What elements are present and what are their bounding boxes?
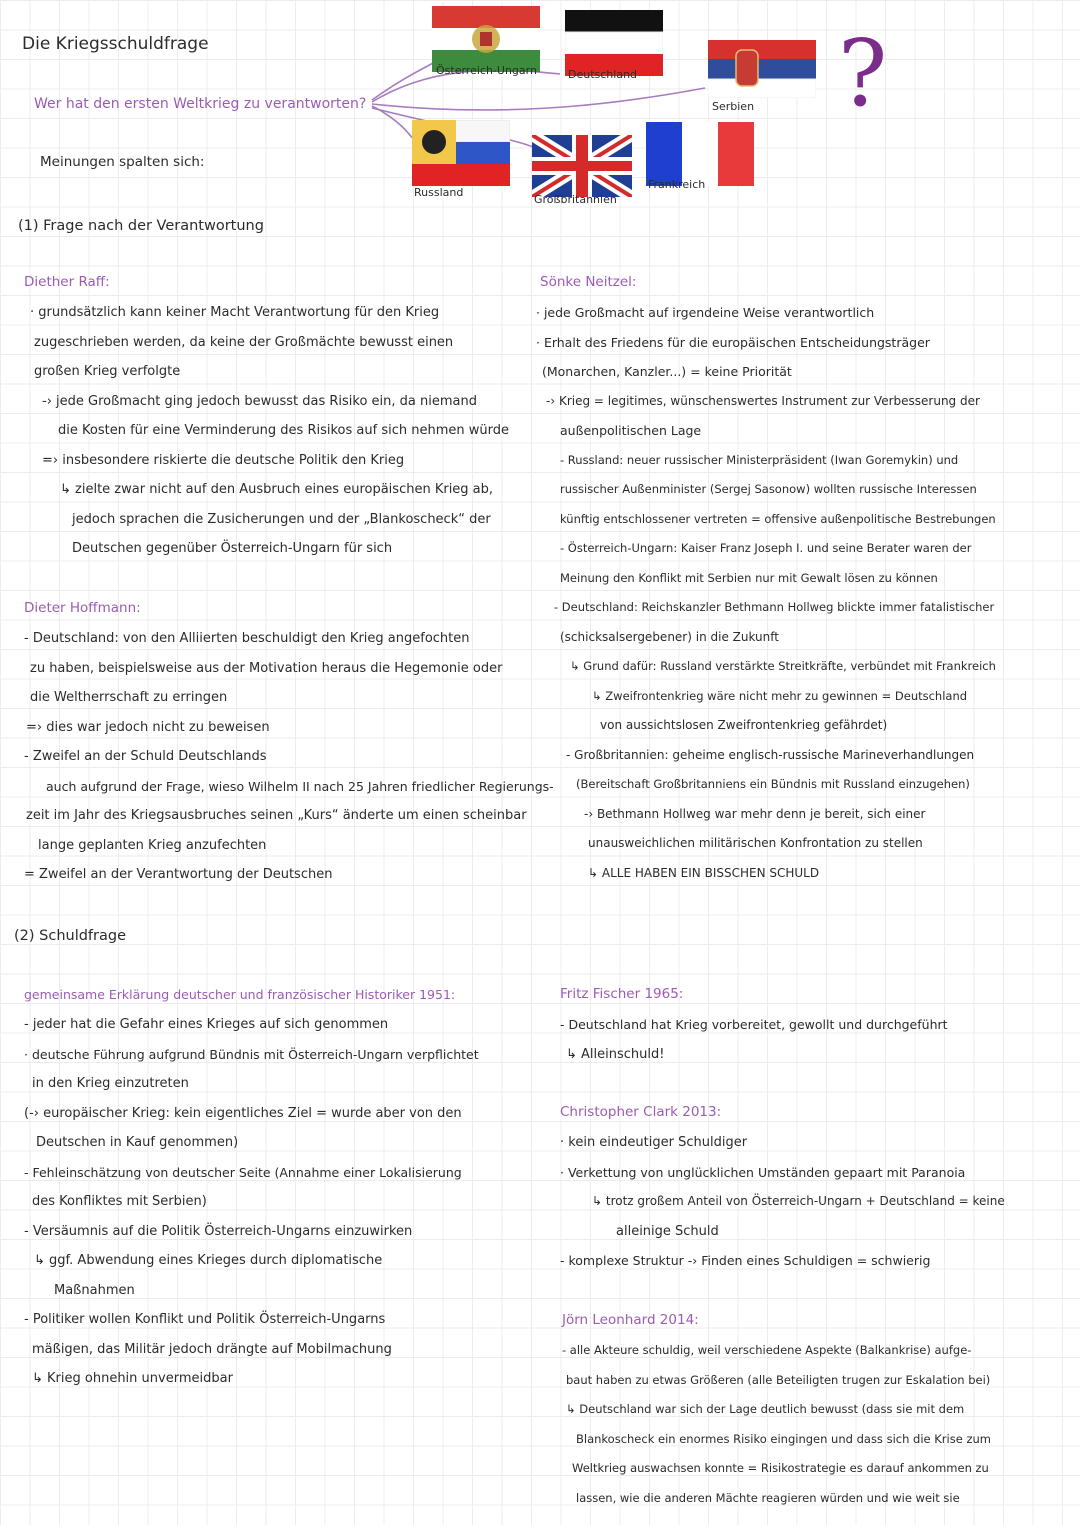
france-flag [646, 122, 754, 186]
historians-line: · deutsche Führung aufgrund Bündnis mit Österreich-Ungarn verpflichtet [24, 1046, 479, 1062]
historians-name: gemeinsame Erklärung deutscher und französischer Historiker 1951: [24, 987, 456, 1002]
hoffmann-line: = Zweifel an der Verantwortung der Deutschen [24, 867, 333, 882]
historians-line: des Konfliktes mit Serbien) [32, 1194, 207, 1209]
page-title: Die Kriegsschuldfrage [22, 34, 209, 54]
hoffmann-line: lange geplanten Krieg anzufechten [38, 837, 267, 853]
leonhard-line: baut haben zu etwas Größeren (alle Beteiligten trugen zur Eskalation bei) [566, 1372, 991, 1387]
historians-line: - jeder hat die Gefahr eines Krieges auf sich genommen [24, 1017, 389, 1032]
neitzel-line: russischer Außenminister (Sergej Sasonow) wollten russische Interessen [560, 482, 977, 496]
hoffmann-line: die Weltherrschaft zu erringen [30, 690, 228, 705]
historians-line: mäßigen, das Militär jedoch drängte auf Mobilmachung [32, 1341, 392, 1357]
fischer-line: - Deutschland hat Krieg vorbereitet, gewollt und durchgeführt [560, 1017, 948, 1032]
leonhard-line: ↳ Deutschland war sich der Lage deutlich bewusst (dass sie mit dem [566, 1402, 965, 1416]
historians-line: - Fehleinschätzung von deutscher Seite (Annahme einer Lokalisierung [24, 1164, 462, 1180]
great-britain-flag [532, 135, 632, 197]
leonhard-list [562, 1336, 991, 1513]
section1-heading: (1) Frage nach der Verantwortung [18, 218, 264, 234]
neitzel-line: - Großbritannien: geheime englisch-russische Marineverhandlungen [566, 747, 975, 762]
france-label: Frankreich [648, 178, 706, 191]
hoffmann-line: - Deutschland: von den Alliierten beschuldigt den Krieg angefochten [24, 631, 470, 646]
neitzel-list [536, 298, 996, 888]
raff-line: =› insbesondere riskierte die deutsche Politik den Krieg [42, 452, 405, 468]
neitzel-line: außenpolitischen Lage [560, 423, 702, 438]
hoffmann-line: auch aufgrund der Frage, wieso Wilhelm II nach 25 Jahren friedlicher Regierungs- [46, 778, 554, 794]
neitzel-line: unausweichlichen militärischen Konfrontation zu stellen [588, 836, 923, 850]
raff-line: jedoch sprachen die Zusicherungen und der „Blankoscheck“ der [72, 511, 491, 527]
hoffmann-list [24, 624, 554, 890]
question-mark-glyph: ? [838, 20, 888, 127]
neitzel-line: ↳ ALLE HABEN EIN BISSCHEN SCHULD [588, 865, 820, 880]
section2-heading: (2) Schuldfrage [14, 928, 127, 944]
neitzel-line: Meinung den Konflikt mit Serbien nur mit Gewalt lösen zu können [560, 570, 938, 585]
neitzel-line: -› Bethmann Hollweg war mehr denn je bereit, sich einer [584, 806, 926, 821]
serbia-flag [708, 40, 816, 98]
neitzel-line: ↳ Zweifrontenkrieg wäre nicht mehr zu gewinnen = Deutschland [592, 688, 968, 703]
clark-line: · Verkettung von unglücklichen Umständen gepaart mit Paranoia [560, 1164, 966, 1180]
historians-line: in den Krieg einzutreten [32, 1076, 189, 1091]
clark-line: · kein eindeutiger Schuldiger [560, 1135, 748, 1150]
hoffmann-name: Dieter Hoffmann: [24, 600, 141, 616]
hoffmann-line: zu haben, beispielsweise aus der Motivation heraus die Hegemonie oder [30, 660, 503, 676]
historians-line: Deutschen in Kauf genommen) [36, 1135, 239, 1150]
neitzel-line: - Deutschland: Reichskanzler Bethmann Hollweg blickte immer fatalistischer [554, 600, 995, 614]
raff-line: -› jede Großmacht ging jedoch bewusst das Risiko ein, da niemand [42, 393, 477, 409]
neitzel-line: von aussichtslosen Zweifrontenkrieg gefährdet) [600, 718, 888, 732]
austria-hungary-label: Österreich-Ungarn [436, 64, 537, 77]
leonhard-line: - alle Akteure schuldig, weil verschiedene Aspekte (Balkankrise) aufge- [562, 1343, 972, 1357]
clark-line: ↳ trotz großem Anteil von Österreich-Ungarn + Deutschland = keine [592, 1194, 1005, 1208]
neitzel-line: (Monarchen, Kanzler...) = keine Priorität [542, 364, 792, 379]
neitzel-line: (Bereitschaft Großbritanniens ein Bündnis mit Russland einzugehen) [576, 777, 970, 791]
raff-line: ↳ zielte zwar nicht auf den Ausbruch eines europäischen Krieg ab, [60, 482, 494, 497]
neitzel-name: Sönke Neitzel: [540, 274, 637, 290]
neitzel-line: · jede Großmacht auf irgendeine Weise verantwortlich [536, 305, 875, 320]
leonhard-line: Weltkrieg auswachsen konnte = Risikostrategie es darauf ankommen zu [572, 1461, 989, 1475]
leonhard-line: Blankoscheck ein enormes Risiko eingingen und dass sich die Krise zum [576, 1431, 991, 1446]
austria-hungary-flag [432, 6, 540, 72]
opinions-label: Meinungen spalten sich: [40, 154, 205, 170]
russia-flag [412, 120, 510, 186]
historians-line: - Politiker wollen Konflikt und Politik Österreich-Ungarns [24, 1312, 386, 1327]
historians-line: Maßnahmen [54, 1282, 135, 1298]
historians-list [24, 1010, 479, 1394]
clark-line: - komplexe Struktur -› Finden eines Schuldigen = schwierig [560, 1253, 931, 1268]
leonhard-line: lassen, wie die anderen Mächte reagieren würden und wie weit sie [576, 1490, 960, 1505]
raff-line: die Kosten für eine Verminderung des Risikos auf sich nehmen würde [58, 423, 509, 438]
germany-label: Deutschland [568, 68, 638, 81]
clark-list [560, 1128, 1005, 1276]
raff-list [30, 298, 509, 564]
clark-name: Christopher Clark 2013: [560, 1104, 722, 1120]
leonhard-name: Jörn Leonhard 2014: [562, 1312, 699, 1328]
raff-line: Deutschen gegenüber Österreich-Ungarn für sich [72, 541, 393, 556]
neitzel-line: -› Krieg = legitimes, wünschenswertes Instrument zur Verbesserung der [546, 393, 980, 408]
raff-line: · grundsätzlich kann keiner Macht Verantwortung für den Krieg [30, 305, 440, 320]
neitzel-line: - Österreich-Ungarn: Kaiser Franz Joseph I. und seine Berater waren der [560, 541, 972, 555]
central-question: Wer hat den ersten Weltkrieg zu verantworten? [34, 96, 367, 112]
historians-line: ↳ Krieg ohnehin unvermeidbar [32, 1371, 233, 1386]
neitzel-line: - Russland: neuer russischer Ministerpräsident (Iwan Goremykin) und [560, 452, 959, 467]
neitzel-line: (schicksalsergebener) in die Zukunft [560, 629, 779, 644]
hoffmann-line: - Zweifel an der Schuld Deutschlands [24, 749, 267, 764]
historians-line: - Versäumnis auf die Politik Österreich-Ungarns einzuwirken [24, 1223, 413, 1239]
neitzel-line: · Erhalt des Friedens für die europäischen Entscheidungsträger [536, 334, 930, 350]
russia-label: Russland [414, 186, 464, 199]
neitzel-line: künftig entschlossener vertreten = offensive außenpolitische Bestrebungen [560, 511, 996, 526]
historians-line: ↳ ggf. Abwendung eines Krieges durch diplomatische [34, 1253, 383, 1268]
serbia-label: Serbien [712, 100, 755, 113]
raff-line: zugeschrieben werden, da keine der Großmächte bewusst einen [34, 334, 454, 350]
raff-line: großen Krieg verfolgte [34, 364, 181, 379]
neitzel-line: ↳ Grund dafür: Russland verstärkte Streitkräfte, verbündet mit Frankreich [570, 659, 996, 673]
fischer-line: ↳ Alleinschuld! [566, 1046, 665, 1062]
raff-name: Diether Raff: [24, 274, 110, 290]
hoffmann-line: zeit im Jahr des Kriegsausbruches seinen „Kurs“ änderte um einen scheinbar [26, 808, 527, 823]
historians-line: (-› europäischer Krieg: kein eigentliches Ziel = wurde aber von den [24, 1105, 462, 1121]
clark-line: alleinige Schuld [616, 1223, 719, 1239]
hoffmann-line: =› dies war jedoch nicht zu beweisen [26, 719, 270, 735]
germany-flag [565, 10, 663, 76]
fischer-name: Fritz Fischer 1965: [560, 986, 684, 1002]
great-britain-label: Großbritannien [534, 193, 617, 206]
fischer-list [560, 1010, 948, 1069]
